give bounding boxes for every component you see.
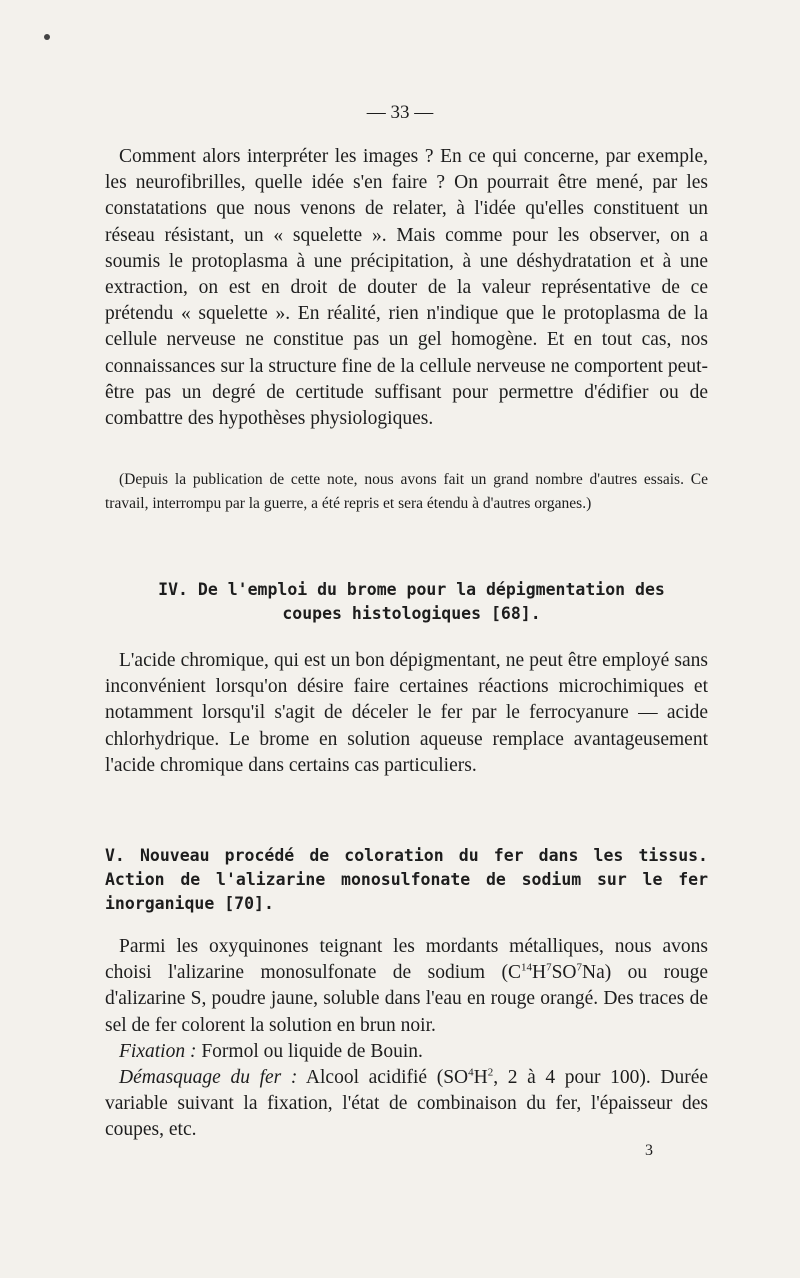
section-iv-heading <box>105 578 708 626</box>
demasquage-text-b: H <box>473 1067 488 1089</box>
demasquage-label: Démasquage du fer : <box>119 1067 298 1089</box>
demasquage-text-a: Alcool acidifié (SO <box>297 1067 469 1089</box>
formula-sup-2: 7 <box>546 961 552 974</box>
section-iv-number: IV. <box>158 580 188 599</box>
section-v-title: Nouveau procédé de coloration du fer dans les tissus. Action de l'alizarine monosulfonate de sodium sur le fer inorganique [70]. <box>105 846 708 913</box>
formula-sup-3: 7 <box>576 961 583 974</box>
fixation-text: Formol ou liquide de Bouin. <box>196 1040 423 1062</box>
formula-mid-2: SO <box>551 962 577 984</box>
signature-mark: 3 <box>645 1142 653 1159</box>
note-block <box>105 468 708 516</box>
paragraph-1-block <box>105 144 708 432</box>
section-v-number: V. <box>105 846 125 865</box>
section-iv-title: De l'emploi du brome pour la dépigmentation des coupes histologiques [68]. <box>197 580 665 623</box>
demasquage-sup-1: 4 <box>468 1066 474 1079</box>
page-number: — 33 — <box>366 102 434 123</box>
section-v-text-b: Na) ou rouge d'alizarine S, poudre jaune, soluble dans l'eau en rouge orangé. Des traces de sel de fer colorent la solution en brun noir. <box>105 962 708 1036</box>
section-v-block <box>105 934 708 1144</box>
section-v-paragraph <box>105 934 708 1039</box>
section-v-text-a: Parmi les oxyquinones teignant les mordants métalliques, nous avons choisi l'alizarine monosulfonate de sodium (C <box>105 936 708 984</box>
fixation-line <box>105 1039 708 1065</box>
demasquage-text-c: , 2 à 4 pour 100). Durée variable suivant la fixation, l'état de combinaison du fer, l'épaisseur des coupes, etc. <box>105 1067 709 1141</box>
demasquage-paragraph <box>105 1065 708 1144</box>
formula-mid-1: H <box>531 962 547 984</box>
formula-sup-1: 14 <box>520 961 532 974</box>
demasquage-sup-2: 2 <box>487 1066 494 1079</box>
section-v-heading <box>105 844 708 916</box>
section-iv-block <box>105 648 708 779</box>
fixation-label: Fixation : <box>119 1040 197 1062</box>
note-text: (Depuis la publication de cette note, nous avons fait un grand nombre d'autres essais. Ce travail, interrompu par la guerre, a été repris et sera étendu à d'autres organes.) <box>105 471 708 512</box>
ink-dot <box>44 34 50 40</box>
section-iv-text: L'acide chromique, qui est un bon dépigmentant, ne peut être employé sans inconvénient lorsqu'on désire faire certaines réactions microchimiques et notamment lorsqu'il s'agit de déceler le fer par le ferrocyanure — acide chlorhydrique. Le brome en solution aqueuse remplace avantageusement l'acide chromique dans certains cas particuliers. <box>105 650 708 776</box>
paragraph-1: Comment alors interpréter les images ? En ce qui concerne, par exemple, les neurofibrilles, quelle idée s'en faire ? On pourrait être mené, par les constatations que nous venons de relater, à l'idée qu'elles constituent un réseau résistant, un « squelette ». Mais comme pour les observer, on a soumis le protoplasma à une précipitation, à une déshydratation et à une extraction, on est en droit de douter de la valeur représentative de ce prétendu « squelette ». En réalité, rien n'indique que le protoplasma de la cellule nerveuse ne constitue pas un gel homogène. Et en tout cas, nos connaissances sur la structure fine de la cellule nerveuse ne comportent peut-être pas un degré de certitude suffisant pour permettre d'édifier ou de combattre des hypothèses physiologiques. <box>105 146 708 430</box>
